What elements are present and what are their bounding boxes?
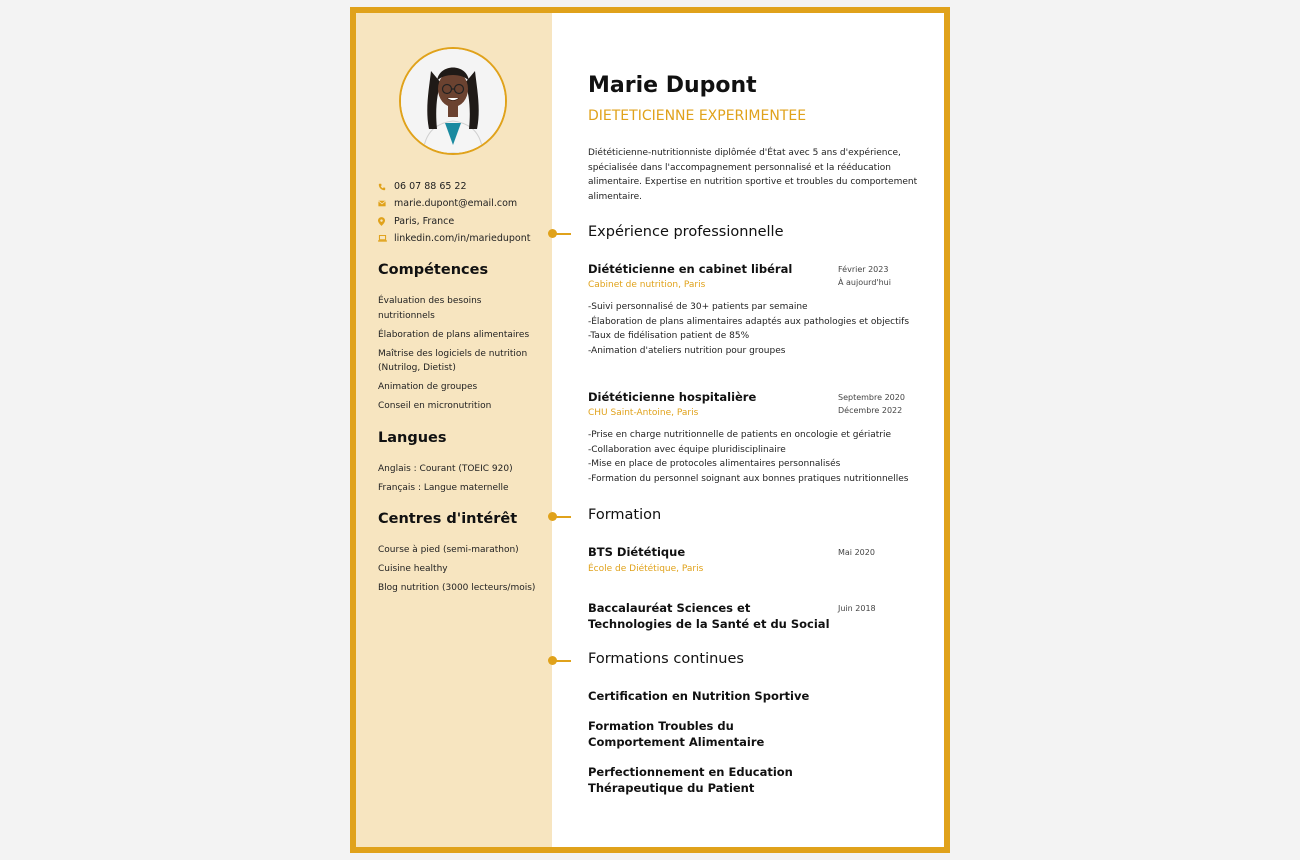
profile-photo	[399, 47, 507, 155]
experience-heading: Expérience professionnelle	[588, 224, 784, 240]
skills-list	[378, 294, 538, 418]
language-item: Anglais : Courant (TOEIC 920)	[378, 464, 513, 474]
job-entry	[588, 262, 918, 358]
job-bullets	[588, 428, 918, 486]
job-bullet: -Collaboration avec équipe pluridisciplinaire	[588, 444, 786, 455]
job-bullet: -Élaboration de plans alimentaires adaptés aux pathologies et objectifs	[588, 316, 910, 327]
continuing-item: Certification en Nutrition Sportive	[588, 689, 810, 703]
laptop-icon	[378, 235, 394, 242]
contact-email	[378, 195, 548, 212]
section-marker-line	[556, 516, 571, 518]
interests-list	[378, 543, 538, 600]
skill-item: Animation de groupes	[378, 382, 478, 393]
job-title: Diététicienne en cabinet libéral	[588, 262, 793, 276]
job-title: Diététicienne hospitalière	[588, 390, 757, 404]
location-pin-icon	[378, 217, 394, 226]
resume-page	[350, 7, 950, 853]
education-date: Mai 2020	[838, 548, 875, 557]
job-bullet: -Mise en place de protocoles alimentaires personnalisés	[588, 459, 841, 469]
phone-icon	[378, 183, 394, 191]
languages-list	[378, 462, 538, 500]
job-bullet: -Prise en charge nutritionnelle de patients en oncologie et gériatrie	[588, 430, 891, 440]
phone-text: 06 07 88 65 22	[394, 181, 467, 193]
envelope-icon	[378, 200, 394, 207]
job-bullets	[588, 300, 918, 358]
job-entry	[588, 390, 918, 486]
education-title: Baccalauréat Sciences et Technologies de la Santé et du Social	[588, 601, 830, 631]
education-date: Juin 2018	[838, 604, 876, 613]
linkedin-link[interactable]: linkedin.com/in/mariedupont	[394, 233, 531, 245]
education-heading: Formation	[588, 507, 662, 523]
section-marker-line	[556, 233, 571, 235]
continuing-education-heading: Formations continues	[588, 651, 744, 667]
job-bullet: -Suivi personnalisé de 30+ patients par semaine	[588, 302, 808, 312]
job-date-end: Décembre 2022	[838, 406, 903, 415]
section-marker-line	[556, 660, 571, 662]
contact-linkedin	[378, 230, 548, 247]
continuing-item: Perfectionnement en Education Thérapeutique du Patient	[588, 765, 793, 795]
job-organization: Cabinet de nutrition, Paris	[588, 280, 706, 290]
interests-heading: Centres d'intérêt	[378, 511, 518, 527]
education-title: BTS Diététique	[588, 545, 686, 559]
job-date-start: Février 2023	[838, 265, 889, 274]
interest-item: Course à pied (semi-marathon)	[378, 545, 519, 555]
contact-list	[378, 178, 548, 247]
contact-location	[378, 213, 548, 230]
job-dates	[838, 391, 905, 417]
language-item: Français : Langue maternelle	[378, 483, 509, 494]
job-bullet: -Taux de fidélisation patient de 85%	[588, 331, 750, 341]
interest-item: Blog nutrition (3000 lecteurs/mois)	[378, 583, 536, 594]
location-text: Paris, France	[394, 215, 455, 227]
skill-item: Évaluation des besoins nutritionnels	[378, 296, 482, 321]
education-school: École de Diététique, Paris	[588, 564, 704, 574]
job-date-end: À aujourd'hui	[838, 278, 891, 287]
skill-item: Élaboration de plans alimentaires	[378, 329, 530, 340]
profile-summary: Diététicienne-nutritionniste diplômée d'État avec 5 ans d'expérience, spécialisée dans l'accompagnement personnalisé et la rééducation alimentaire. Expertise en nutrition sportive et troubles du comportement alimentaire.	[588, 148, 918, 202]
job-bullet: -Animation d'ateliers nutrition pour groupes	[588, 345, 786, 356]
portrait-photo-icon	[401, 49, 505, 153]
continuing-item: Formation Troubles du Comportement Alimentaire	[588, 719, 765, 749]
job-organization: CHU Saint-Antoine, Paris	[588, 408, 699, 418]
sidebar	[356, 13, 552, 847]
candidate-title: DIETETICIENNE EXPERIMENTEE	[588, 108, 807, 124]
languages-heading: Langues	[378, 430, 447, 446]
job-date-start: Septembre 2020	[838, 393, 905, 402]
skills-heading: Compétences	[378, 262, 489, 278]
job-dates	[838, 263, 891, 289]
candidate-name: Marie Dupont	[588, 73, 757, 98]
skill-item: Conseil en micronutrition	[378, 401, 492, 412]
email-link[interactable]: marie.dupont@email.com	[394, 198, 518, 210]
job-bullet: -Formation du personnel soignant aux bonnes pratiques nutritionnelles	[588, 473, 909, 484]
skill-item: Maîtrise des logiciels de nutrition (Nutrilog, Dietist)	[378, 348, 528, 374]
interest-item: Cuisine healthy	[378, 564, 448, 575]
contact-phone	[378, 178, 548, 195]
